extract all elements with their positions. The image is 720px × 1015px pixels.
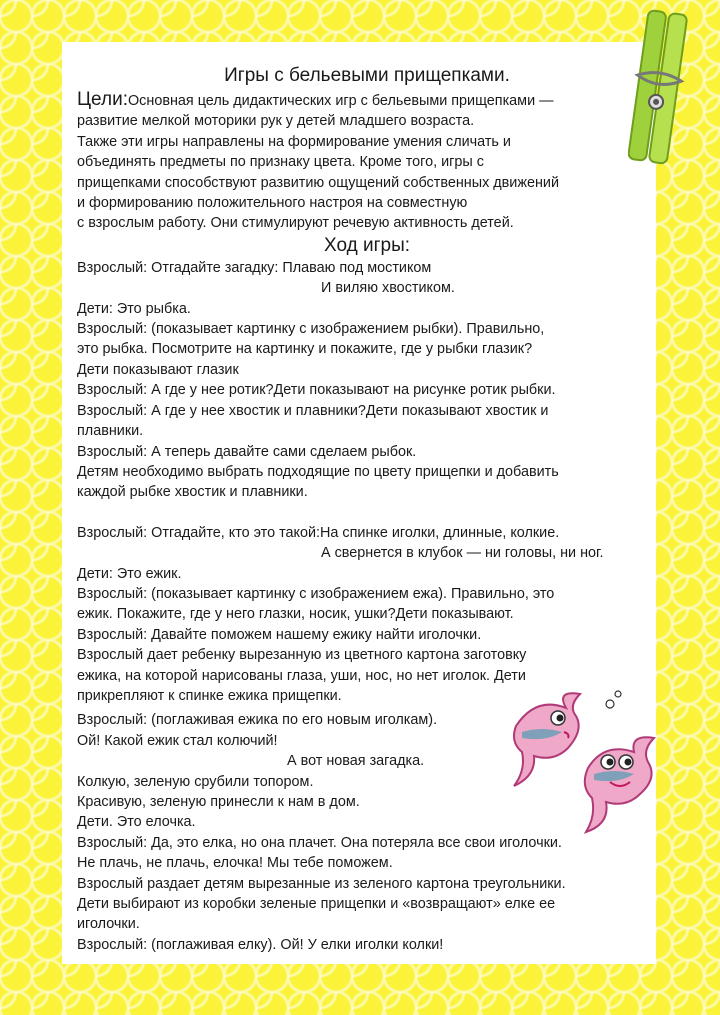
tree-game-line: Красивую, зеленую принесли к нам в дом. (77, 794, 360, 810)
fish-game-line: Взрослый: (показывает картинку с изображением рыбки). Правильно, (77, 321, 545, 338)
goals-line: Также эти игры направлены на формирование умения сличать и (77, 133, 511, 150)
fish-game-line: Взрослый: А где у нее ротик?Дети показывают на рисунке ротик рыбки. (77, 382, 556, 399)
hedgehog-game-line: Взрослый: (показывает картинку с изображением ежа). Правильно, это (77, 585, 555, 602)
tree-game-line: Ой! Какой ежик стал колючий! (77, 732, 278, 749)
tree-game-line: Колкую, зеленую срубили топором. (77, 773, 314, 790)
fish-game-line: Дети: Это рыбка. (77, 300, 191, 317)
tree-game-line: А вот новая загадка. (287, 753, 425, 770)
hedgehog-game-line: Взрослый: Давайте поможем нашему ежику найти иголочки. (77, 626, 482, 643)
goals-text: Основная цель дидактических игр с бельевыми прищепками — (127, 93, 554, 109)
fish-game-line: Взрослый: Отгадайте загадку: Плаваю под мостиком (77, 259, 432, 276)
fish-game-line: И виляю хвостиком. (321, 280, 455, 297)
fish-game-line: Взрослый: А где у нее хвостик и плавники?Дети показывают хвостик и (77, 402, 549, 419)
goals-line: развитие мелкой моторики рук у детей младшего возраста. (77, 113, 475, 130)
fish-game-line: это рыбка. Посмотрите на картинку и покажите, где у рыбки глазик? (77, 341, 533, 358)
page-title: Игры с бельевыми прищепками. (224, 65, 510, 86)
hedgehog-game-line: прикрепляют к спинке ежика прищепки. (77, 687, 342, 704)
fish-game-line: Детям необходимо выбрать подходящие по цвету прищепки и добавить (77, 463, 559, 480)
tree-game-line: Дети выбирают из коробки зеленые прищепки и «возвращают» елке ее (77, 896, 556, 913)
hedgehog-game-line: Взрослый дает ребенку вырезанную из цветного картона заготовку (77, 647, 527, 664)
hedgehog-game-line: Взрослый: Отгадайте, кто это такой:На спинке иголки, длинные, колкие. (77, 524, 560, 541)
game-heading: Ход игры: (323, 234, 411, 256)
tree-game-line: Не плачь, не плачь, елочка! Мы тебе поможем. (77, 855, 393, 872)
fish-game-line: Дети показывают глазик (77, 361, 239, 378)
goals-line: объединять предметы по признаку цвета. Кроме того, игры с (77, 154, 484, 171)
tree-game-line: Взрослый: Да, это елка, но она плачет. Она потеряла все свои иголочки. (77, 834, 562, 851)
hedgehog-game-line: Дети: Это ежик. (77, 565, 182, 582)
tree-game-line: Взрослый: (поглаживая елку). Ой! У елки иголки колки! (77, 936, 444, 953)
fish-game-line: плавники. (77, 423, 144, 440)
tree-game-line: Дети. Это елочка. (77, 814, 196, 831)
goals-line (77, 90, 657, 111)
hedgehog-game-line: ежика, на которой нарисованы глаза, уши, нос, но нет иголок. Дети (77, 667, 526, 684)
tree-game-line: Взрослый раздает детям вырезанные из зеленого картона треугольники. (77, 875, 566, 892)
goals-line: с взрослым работу. Они стимулируют речевую активность детей. (77, 215, 514, 232)
fish-game-line: каждой рыбке хвостик и плавники. (77, 484, 308, 501)
goals-line: прищепками способствуют развитию ощущений собственных движений (77, 174, 559, 191)
tree-game-line: иголочки. (77, 916, 140, 933)
tree-game-line: Взрослый: (поглаживая ежика по его новым иголкам). (77, 712, 438, 729)
hedgehog-game-line: А свернется в клубок — ни головы, ни ног. (321, 545, 604, 562)
goals-label: Цели: (77, 89, 128, 110)
fish-game-line: Взрослый: А теперь давайте сами сделаем рыбок. (77, 443, 417, 460)
fish-pair-icon (506, 686, 666, 836)
section-gap (77, 503, 657, 523)
hedgehog-game-line: ежик. Покажите, где у него глазки, носик, ушки?Дети показывают. (77, 606, 514, 623)
goals-line: и формированию положительного настроя на совместную (77, 195, 468, 212)
